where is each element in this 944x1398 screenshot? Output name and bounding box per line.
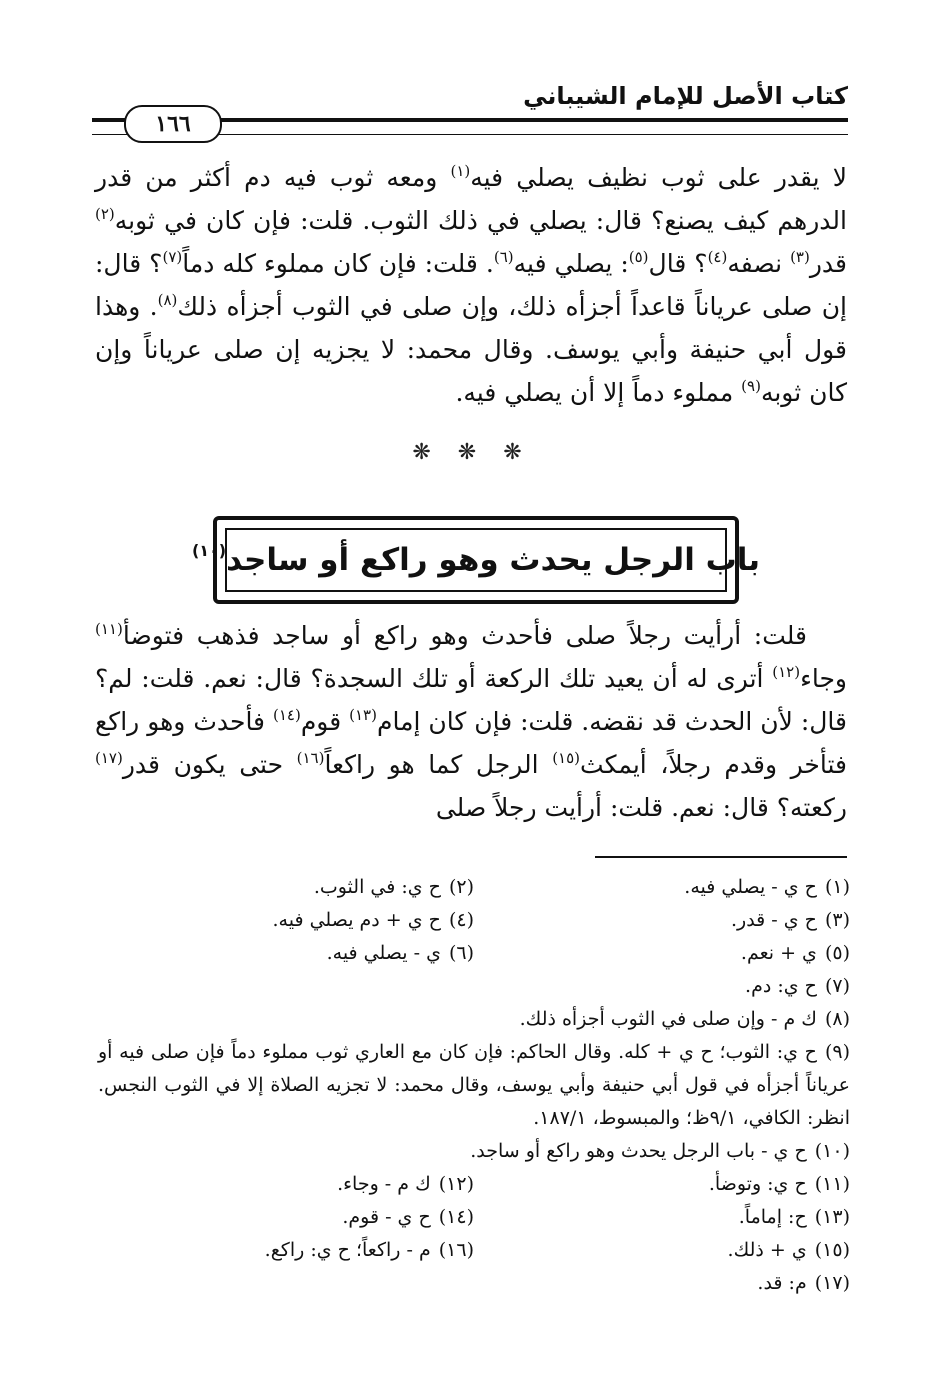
- footnote-row: [98, 1168, 850, 1201]
- footnote-ref-6[interactable]: (٦): [493, 248, 514, 266]
- footnote-13: (١٣)ح: إماماً.: [738, 1206, 850, 1228]
- footnote-16: (١٦)م - راكعاً؛ ح ي: راكع.: [264, 1239, 474, 1261]
- running-title: كتاب الأصل للإمام الشيباني: [523, 82, 848, 110]
- footnote-ref-11[interactable]: (١١): [95, 620, 123, 638]
- footnote-8: (٨)ك م - وإن صلى في الثوب أجزأه ذلك.: [519, 1008, 850, 1030]
- footnote-11: (١١)ح ي: وتوضأ.: [708, 1173, 850, 1195]
- footnote-5: (٥)ي + نعم.: [740, 942, 850, 964]
- footnote-ref-3[interactable]: (٣): [790, 248, 810, 266]
- footnote-row: [98, 937, 850, 970]
- footnote-14: (١٤)ح ي - قوم.: [342, 1206, 474, 1228]
- footnote-7: (٧)ح ي: دم.: [745, 975, 850, 997]
- footnote-ref-13[interactable]: (١٣): [349, 706, 377, 724]
- footnote-ref-2[interactable]: (٢): [95, 205, 115, 223]
- footnote-1: (١)ح ي - يصلي فيه.: [684, 876, 850, 898]
- footnote-ref-17[interactable]: (١٧): [95, 749, 123, 767]
- footnote-10: (١٠)ح ي - باب الرجل يحدث وهو راكع أو ساجد.: [470, 1140, 850, 1162]
- paragraph-2: قلت: أرأيت رجلاً صلى فأحدث وهو راكع أو ساجد فذهب فتوضأ$^{(١١)}$ وجاء$^{(١٢)}$ أترى له أن يعيد تلك الركعة أو تلك السجدة؟ قال: نعم. قلت: لم؟ قال: لأن الحدث قد نقضه. قلت: فإن كان إمام$^{(١٣)}$ قوم$^{(١٤)}$ فأحدث وهو راكع فتأخر وقدم رجلاً، أيمكث$^{(١٥)}$ الرجل كما هو راكعاً$^{(١٦)}$ حتى يكون قدر$^{(١٧)}$ ركعته؟ قال: نعم. قلت: أرأيت رجلاً صلى: [95, 620, 847, 822]
- footnote-ref-15[interactable]: (١٥): [552, 749, 581, 767]
- chapter-title: باب الرجل يحدث وهو راكع أو ساجد$^{(١٠)}$: [191, 541, 761, 578]
- chapter-title-frame: [191, 516, 761, 604]
- footnote-separator: [595, 856, 847, 858]
- chapter-title-inner-frame: [191, 528, 761, 592]
- footnote-2: (٢)ح ي: في الثوب.: [313, 876, 474, 898]
- footnotes: [98, 871, 850, 1300]
- footnote-12: (١٢)ك م - وجاء.: [337, 1173, 474, 1195]
- footnote-ref-4[interactable]: (٤): [707, 248, 728, 266]
- footnote-3: (٣)ح ي - قدر.: [730, 909, 850, 931]
- footnote-ref-10[interactable]: (١٠): [191, 541, 227, 560]
- footnote-ref-5[interactable]: (٥): [628, 248, 649, 266]
- footnote-row: [98, 904, 850, 937]
- footnote-row: [98, 871, 850, 904]
- footnote-4: (٤)ح ي + دم يصلي فيه.: [272, 909, 474, 931]
- footnote-row: [98, 1201, 850, 1234]
- footnote-9: (٩)ح ي: الثوب؛ ح ي + كله. وقال الحاكم: فإن كان مع العاري ثوب مملوء دماً فإن صلى فيه أو عرياناً أجزأه في قول أبي حنيفة وأبي يوسف، وقال محمد: لا تجزيه الصلاة إلا في الثوب النجس. انظر: الكافي، ٩/١ظ؛ والمبسوط، ١٨٧/١.: [98, 1041, 850, 1129]
- paragraph-1: لا يقدر على ثوب نظيف يصلي فيه$^{(١)}$ ومعه ثوب فيه دم أكثر من قدر الدرهم كيف يصنع؟ قال: يصلي في ذلك الثوب. قلت: فإن كان في ثوبه$^{(٢)}$ قدر$^{(٣)}$ نصفه$^{(٤)}$؟ قال$^{(٥)}$: يصلي فيه$^{(٦)}$. قلت: فإن كان مملوء كله دماً$^{(٧)}$؟ قال: إن صلى عرياناً قاعداً أجزأه ذلك، وإن صلى في الثوب أجزأه ذلك$^{(٨)}$. وهذا قول أبي حنيفة وأبي يوسف. وقال محمد: لا يجزيه إن صلى عرياناً وإن كان ثوبه$^{(٩)}$ مملوء دماً إلا أن يصلي فيه.: [95, 162, 847, 407]
- footnote-ref-1[interactable]: (١): [450, 162, 471, 180]
- footnote-ref-16[interactable]: (١٦): [296, 749, 325, 767]
- footnote-ref-9[interactable]: (٩): [741, 377, 761, 395]
- footnote-17: (١٧)م: قد.: [757, 1272, 850, 1294]
- footnote-ref-14[interactable]: (١٤): [272, 706, 301, 724]
- footnote-row: [98, 1234, 850, 1267]
- footnote-ref-8[interactable]: (٨): [157, 291, 178, 309]
- section-separator: ❋ ❋ ❋: [412, 440, 532, 465]
- footnote-ref-7[interactable]: (٧): [162, 248, 183, 266]
- page-number: ١٦٦: [124, 105, 222, 143]
- footnote-15: (١٥)ي + ذلك.: [727, 1239, 850, 1261]
- footnote-ref-12[interactable]: (١٢): [772, 663, 801, 681]
- footnote-6: (٦)ي - يصلي فيه.: [326, 942, 474, 964]
